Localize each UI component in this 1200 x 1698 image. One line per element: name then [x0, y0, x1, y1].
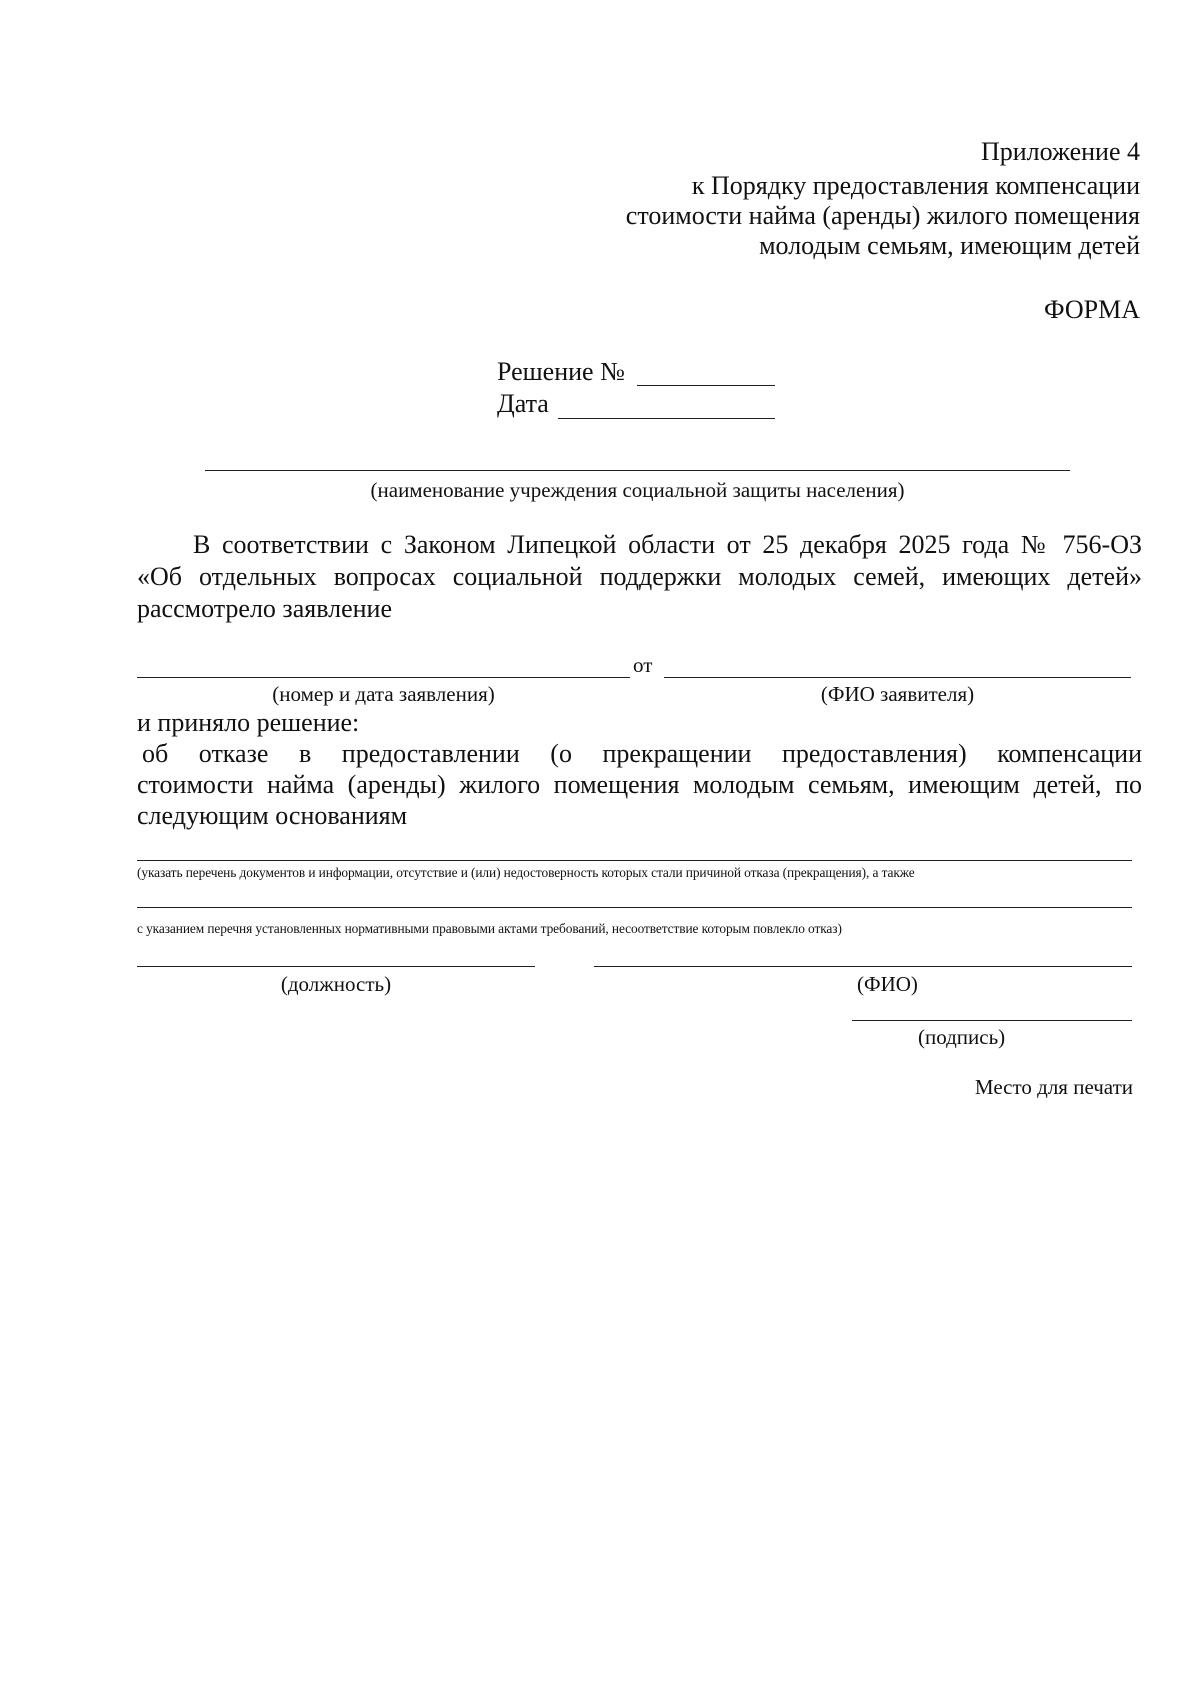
paragraph-line-1: В соответствии с Законом Липецкой области от 25 декабря 2025 года № 756-ОЗ	[193, 530, 1142, 559]
appendix-line-3: стоимости найма (аренды) жилого помещения	[625, 201, 1140, 230]
refusal-line-1: об отказе в предоставлении (о прекращении предоставления) компенсации	[142, 739, 1142, 768]
form-label: ФОРМА	[1044, 295, 1140, 324]
grounds-caption-2: с указанием перечня установленных нормативными правовыми актами требований, несоответствие которым повлекло отказ)	[137, 921, 842, 936]
appendix-line-2: к Порядку предоставления компенсации	[691, 171, 1140, 200]
signature-blank[interactable]	[852, 1020, 1132, 1021]
decision-intro: и приняло решение:	[137, 708, 360, 737]
position-caption: (должность)	[280, 972, 392, 996]
decision-date-label: Дата	[497, 389, 549, 418]
paragraph-line-3: рассмотрело заявление	[137, 594, 393, 623]
appendix-line-4: молодым семьям, имеющим детей	[759, 231, 1140, 260]
application-caption: (номер и дата заявления)	[272, 682, 495, 706]
refusal-line-2: стоимости найма (аренды) жилого помещения молодым семьям, имеющим детей, по	[137, 770, 1142, 799]
full-name-blank[interactable]	[594, 966, 1132, 967]
decision-date-blank[interactable]	[558, 418, 775, 419]
from-word: от	[633, 653, 653, 677]
applicant-name-blank[interactable]	[664, 677, 1131, 678]
refusal-line-3: следующим основаниям	[137, 801, 408, 830]
appendix-number: Приложение 4	[980, 137, 1140, 166]
application-number-blank[interactable]	[137, 677, 630, 678]
decision-number-label: Решение №	[497, 357, 625, 386]
decision-number-blank[interactable]	[637, 385, 775, 386]
position-blank[interactable]	[137, 966, 535, 967]
full-name-caption: (ФИО)	[857, 972, 918, 996]
signature-caption: (подпись)	[918, 1025, 1006, 1049]
grounds-blank-1[interactable]	[137, 860, 1132, 861]
grounds-blank-2[interactable]	[137, 907, 1132, 908]
institution-name-blank[interactable]	[205, 470, 1070, 471]
institution-caption: (наименование учреждения социальной защиты населения)	[370, 478, 905, 502]
applicant-caption: (ФИО заявителя)	[820, 682, 975, 706]
stamp-place-label: Место для печати	[974, 1075, 1133, 1099]
paragraph-line-2: «Об отдельных вопросах социальной поддержки молодых семей, имеющих детей»	[137, 562, 1142, 591]
grounds-caption-1: (указать перечень документов и информации, отсутствие и (или) недостоверность которых стали причиной отказа (прекращения), а также	[137, 865, 915, 880]
